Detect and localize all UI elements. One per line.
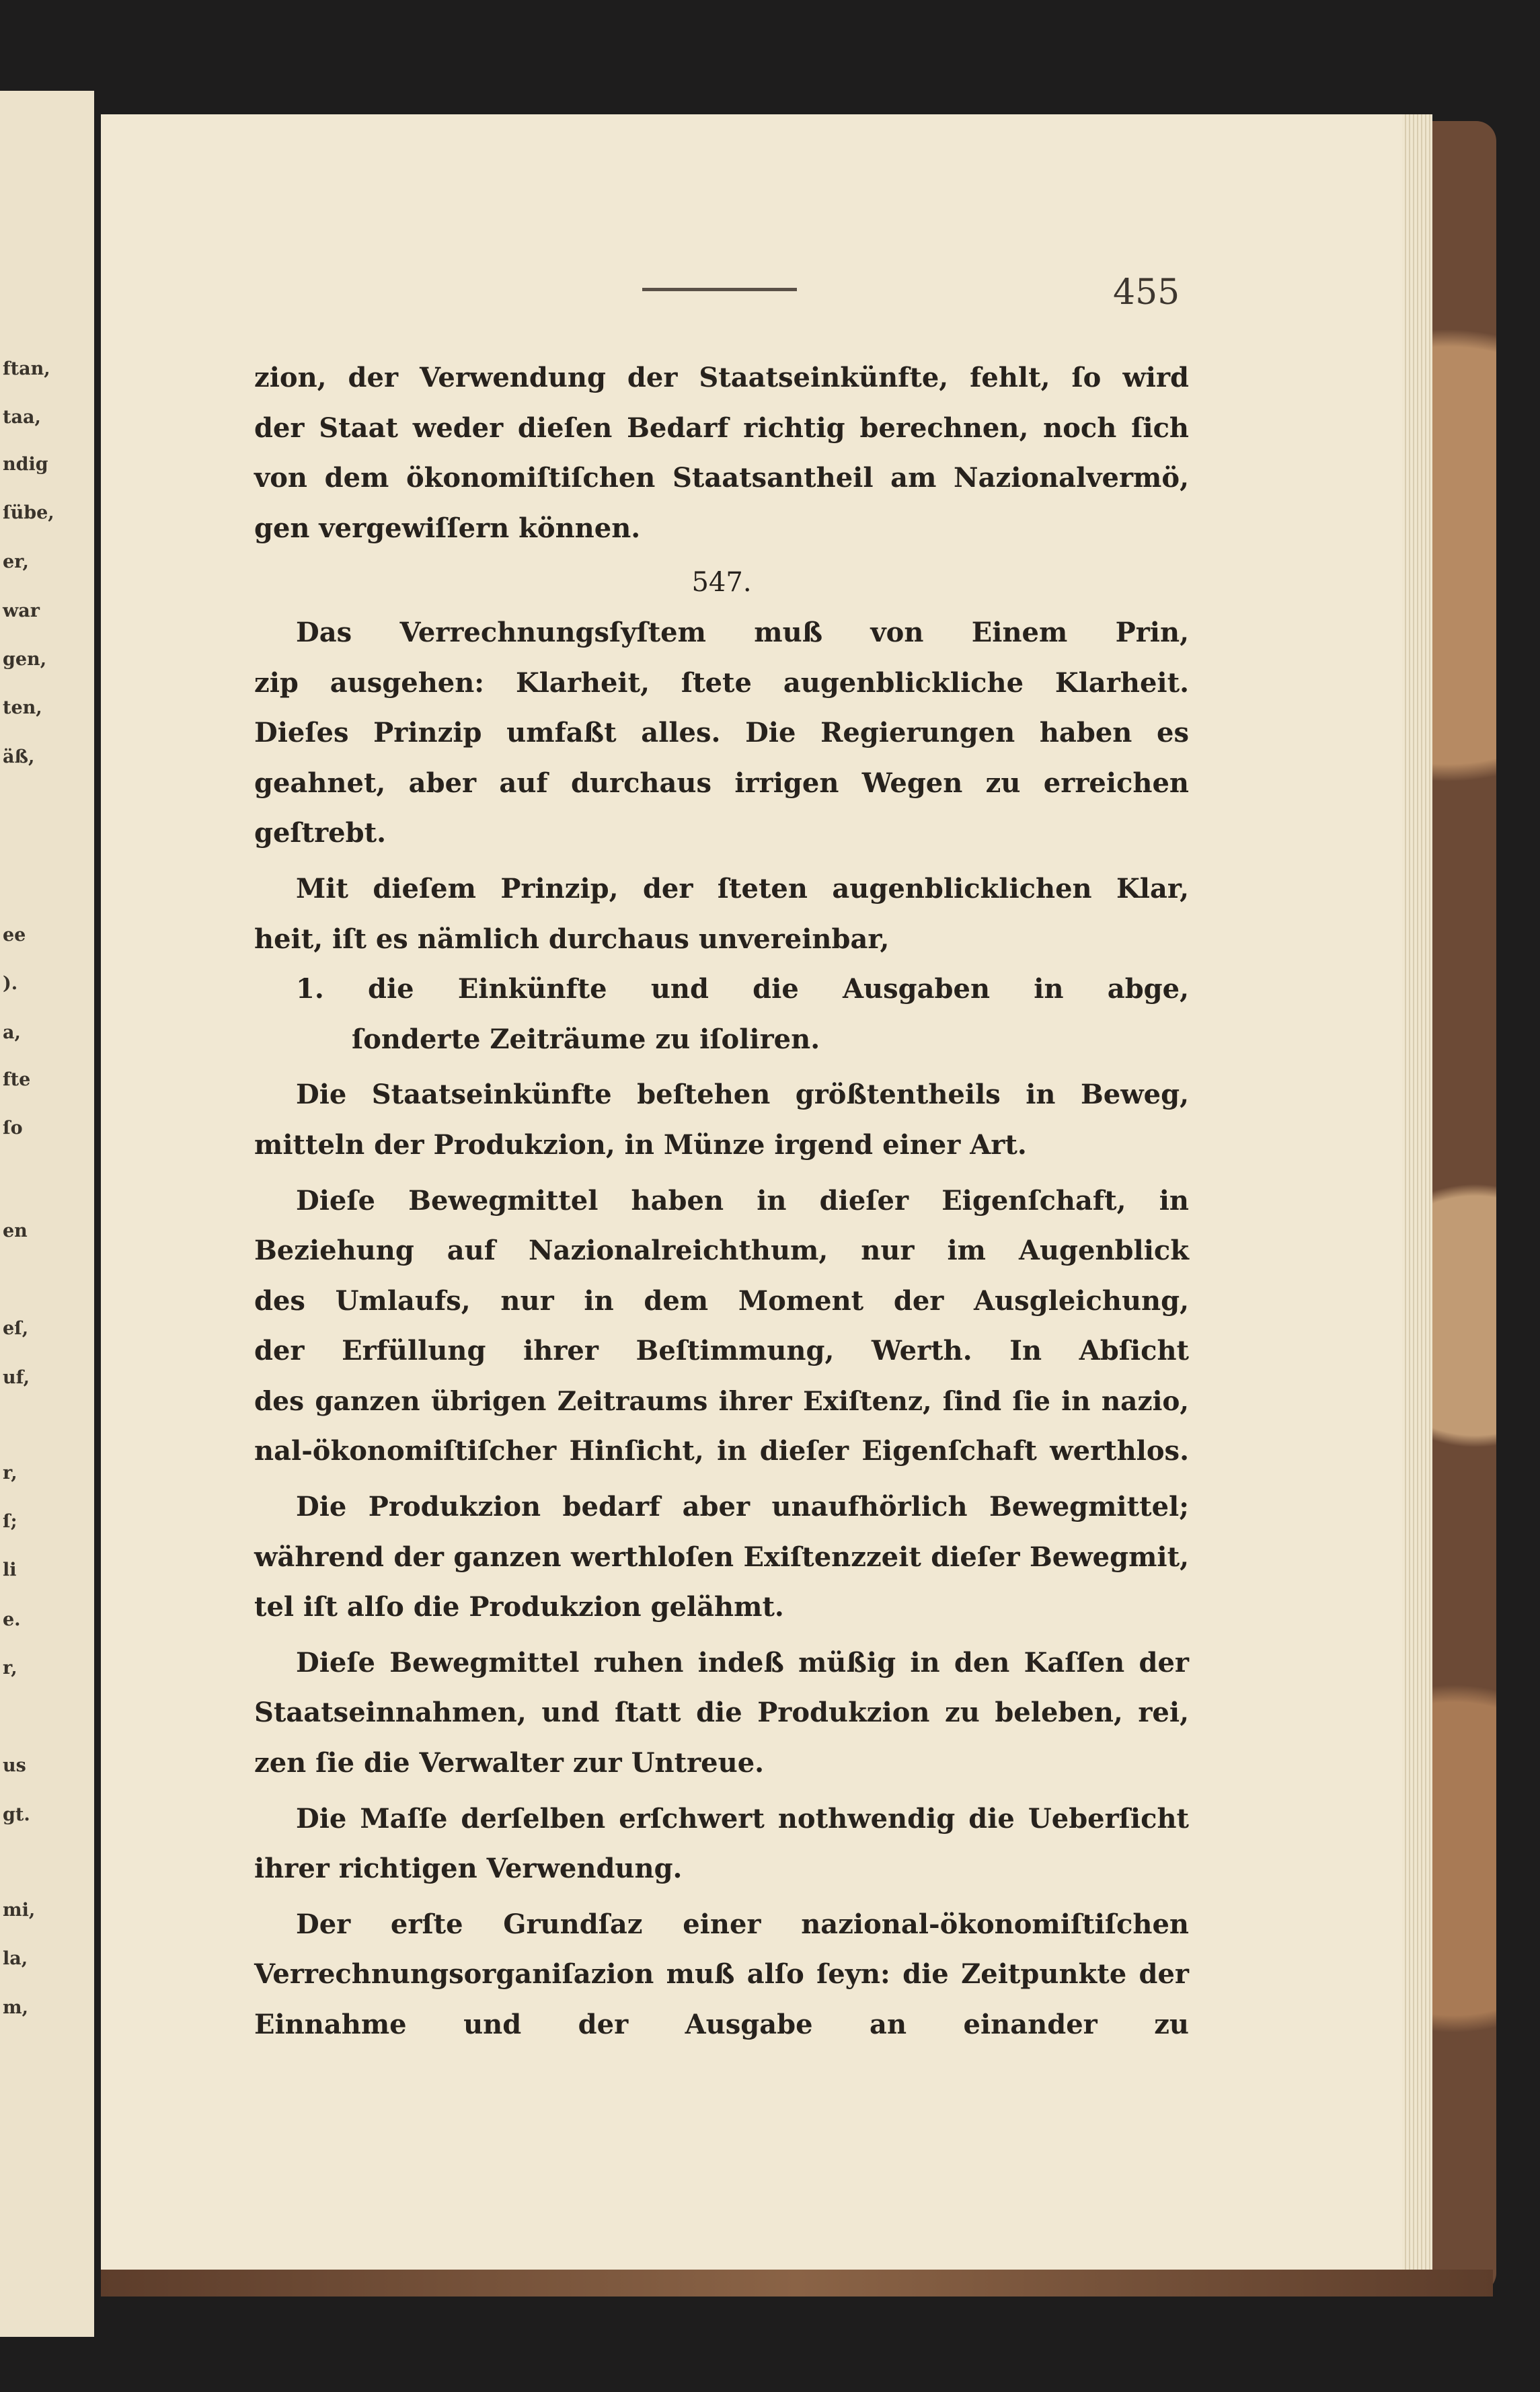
text-line: mitteln der Produkzion, in Münze irgend einer Art. <box>254 1128 1027 1161</box>
left-page-fragment: ſ; <box>3 1511 17 1532</box>
left-page-fragment: ftan, <box>3 358 50 379</box>
left-page-fragment: taa, <box>3 407 41 428</box>
left-page-fragment: gen, <box>3 649 47 670</box>
left-page-edge <box>0 91 94 2337</box>
text-line: zip ausgehen: Klarheit, ſtete augenblickliche Klarheit. <box>254 666 1189 699</box>
text-line: tel iſt alſo die Produkzion gelähmt. <box>254 1591 784 1623</box>
left-page-fragment: er, <box>3 551 29 572</box>
text-line: während der ganzen werthloſen Exiſtenzzeit dieſer Bewegmit, <box>254 1541 1189 1573</box>
marbled-cover <box>1426 121 1496 2293</box>
left-page-fragment: a, <box>3 1022 21 1043</box>
left-page-fragment: la, <box>3 1948 28 1969</box>
text-line: Die Maſſe derſelben erſchwert nothwendig die Ueberſicht <box>296 1802 1189 1835</box>
left-page-fragment: war <box>3 601 40 621</box>
text-line: Das Verrechnungsſyſtem muß von Einem Prin, <box>296 616 1189 648</box>
text-line: geahnet, aber auf durchaus irrigen Wegen zu erreichen <box>254 767 1189 799</box>
left-page-fragment: e. <box>3 1609 21 1630</box>
paragraph <box>254 608 1189 859</box>
text-line: Dieſe Bewegmittel ruhen indeß müßig in den Kaſſen der <box>296 1646 1189 1679</box>
text-line: Dieſes Prinzip umfaßt alles. Die Regierungen haben es <box>254 717 1189 749</box>
paragraph <box>254 1638 1189 1789</box>
left-page-fragment: r, <box>3 1463 17 1483</box>
text-line: nal-ökonomiſtiſcher Hinſicht, in dieſer Eigenſchaft werthlos. <box>254 1435 1189 1467</box>
text-line: Einnahme und der Ausgabe an einander zu <box>254 2009 1189 2040</box>
text-line: Die Produkzion bedarf aber unaufhörlich Bewegmittel; <box>296 1491 1189 1523</box>
left-page-fragment: ten, <box>3 697 42 718</box>
text-line: zion, der Verwendung der Staatseinkünfte, fehlt, ſo wird <box>254 362 1189 393</box>
text-line: geſtrebt. <box>254 817 386 849</box>
paragraph <box>254 1900 1189 2050</box>
left-page-fragment: ndig <box>3 454 48 475</box>
left-page-fragment: ſo <box>3 1118 23 1139</box>
page-block-edges <box>1402 114 1432 2270</box>
left-page-fragment: en <box>3 1221 28 1241</box>
left-page-fragment: eſ, <box>3 1318 29 1339</box>
text-line: Der erſte Grundſaz einer nazional-ökonomiſtiſchen <box>296 1908 1189 1940</box>
left-page-fragment: äß, <box>3 746 35 767</box>
section-number: 547. <box>691 567 752 599</box>
text-line: des ganzen übrigen Zeitraums ihrer Exiſtenz, ſind ſie in nazio, <box>254 1385 1189 1417</box>
paragraph <box>254 864 1189 964</box>
text-line: der Staat weder dieſen Bedarf richtig berechnen, noch ſich <box>254 412 1189 444</box>
left-page-fragment: m, <box>3 1997 28 2018</box>
header-rule <box>642 288 797 291</box>
text-line: 1. die Einkünfte und die Ausgaben in abge, <box>296 973 1189 1005</box>
text-line: zen ſie die Verwalter zur Untreue. <box>254 1747 765 1779</box>
paragraph <box>254 1482 1189 1633</box>
left-page-fragment: fte <box>3 1069 31 1090</box>
text-line: Die Staatseinkünfte beſtehen größtentheils in Beweg, <box>296 1079 1189 1111</box>
text-line: Dieſe Bewegmittel haben in dieſer Eigenſchaft, in <box>296 1184 1189 1217</box>
text-line: der Erfüllung ihrer Beſtimmung, Werth. In Abſicht <box>254 1335 1189 1367</box>
text-line: ihrer richtigen Verwendung. <box>254 1853 683 1885</box>
paragraph <box>254 1176 1189 1477</box>
cover-bottom-edge <box>101 2270 1493 2297</box>
text-line: Staatseinnahmen, und ſtatt die Produkzion zu beleben, rei, <box>254 1697 1189 1729</box>
left-page-fragment: us <box>3 1755 26 1776</box>
paragraph <box>254 1794 1189 1894</box>
text-line: des Umlaufs, nur in dem Moment der Ausgleichung, <box>254 1284 1189 1317</box>
enumerated-item <box>254 964 1189 1065</box>
text-line: ſonderte Zeiträume zu iſoliren. <box>352 1023 820 1055</box>
left-page-fragment: ). <box>3 973 18 994</box>
left-page-fragment: mi, <box>3 1900 36 1921</box>
left-page-fragment: ee <box>3 925 26 946</box>
left-page-fragment: li <box>3 1559 17 1580</box>
left-page-fragment: ſübe, <box>3 502 54 523</box>
paragraph <box>254 1070 1189 1170</box>
text-line: heit, iſt es nämlich durchaus unvereinbar, <box>254 923 890 955</box>
page-number: 455 <box>1113 272 1180 313</box>
text-line: von dem ökonomiſtiſchen Staatsantheil am Nazionalvermö, <box>254 462 1189 494</box>
left-page-fragment: r, <box>3 1658 17 1679</box>
left-page-fragment: uf, <box>3 1367 30 1388</box>
text-line: Verrechnungsorganiſazion muß alſo ſeyn: die Zeitpunkte der <box>254 1958 1189 1991</box>
left-page-fragment: gt. <box>3 1804 30 1825</box>
text-line: gen vergewiſſern können. <box>254 512 641 544</box>
page-body <box>254 353 1189 2236</box>
text-line: Mit dieſem Prinzip, der ſteten augenblicklichen Klar, <box>296 872 1189 904</box>
text-line: Beziehung auf Nazionalreichthum, nur im Augenblick <box>254 1235 1189 1267</box>
paragraph <box>254 353 1189 553</box>
